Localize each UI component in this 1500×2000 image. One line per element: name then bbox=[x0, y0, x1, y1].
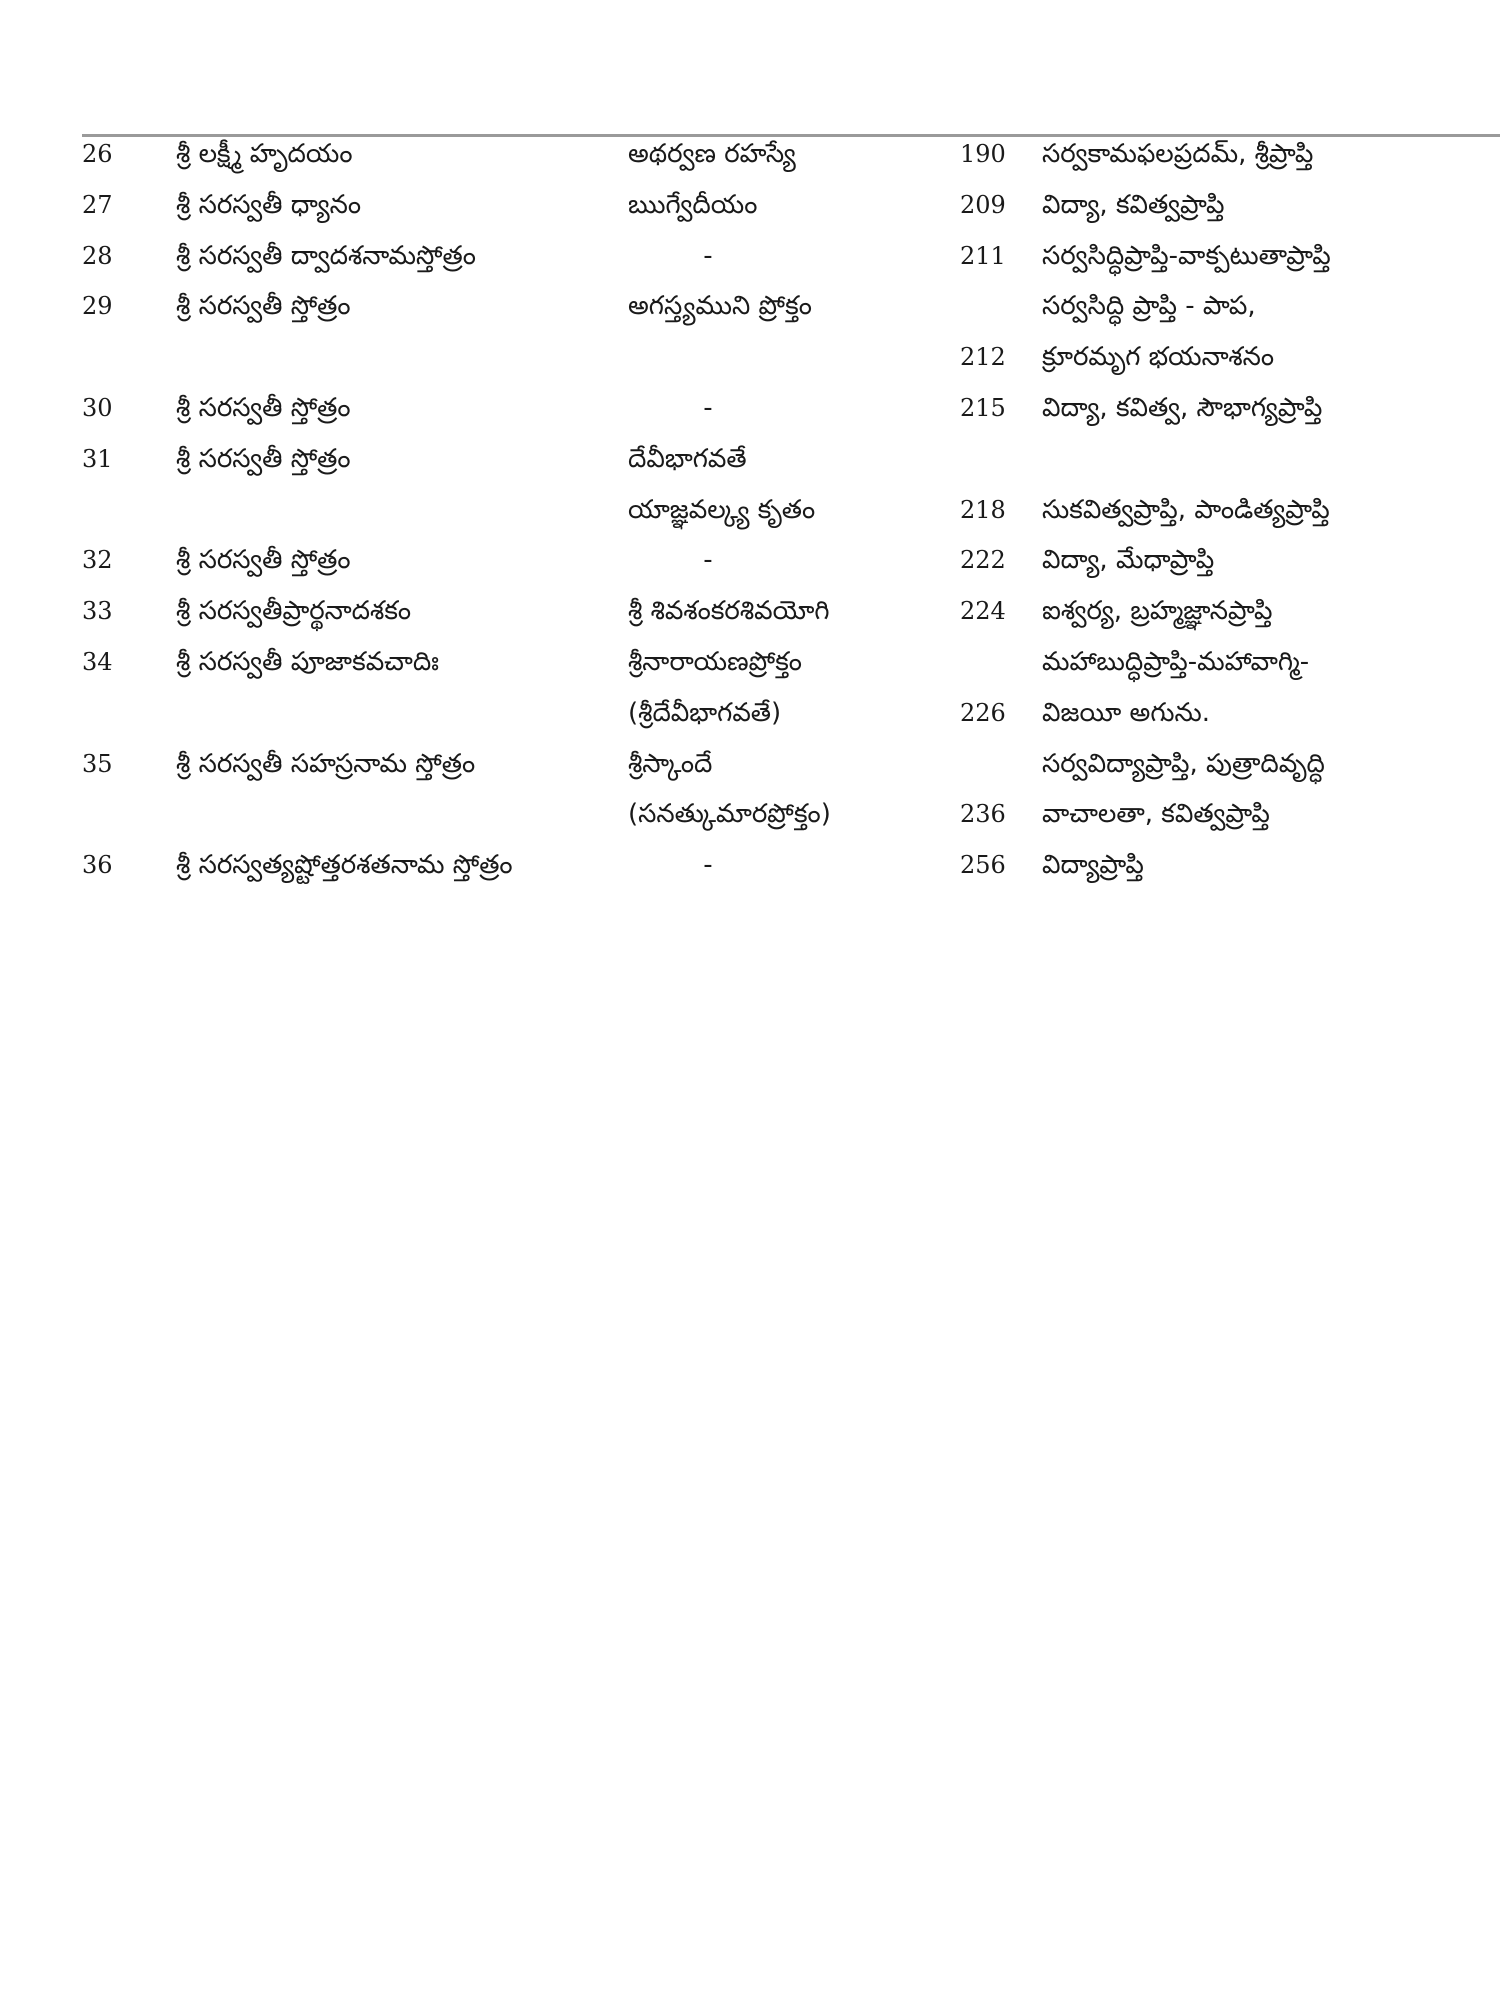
entry-title: శ్రీ సరస్వతీ స్తోత్రం bbox=[176, 545, 351, 576]
table-row bbox=[0, 232, 1500, 280]
entry-source: - bbox=[703, 393, 713, 423]
entry-page-number: 218 bbox=[960, 495, 1006, 524]
entry-number: 26 bbox=[82, 140, 113, 168]
table-row bbox=[0, 740, 1500, 788]
entry-page-number: 226 bbox=[960, 698, 1006, 727]
entry-page-number: 236 bbox=[960, 800, 1006, 829]
entry-title: శ్రీ సరస్వతీ స్తోత్రం bbox=[176, 443, 351, 474]
entry-benefit: వాచాలతా, కవిత్వప్రాప్తి bbox=[1042, 799, 1270, 830]
table-row bbox=[0, 486, 1500, 534]
entry-number: 32 bbox=[82, 546, 113, 575]
entry-page-number: 211 bbox=[960, 241, 1006, 270]
entry-title: శ్రీ సరస్వతీ ద్వాదశనామస్తోత్రం bbox=[176, 240, 476, 271]
entry-title bbox=[176, 486, 596, 534]
entry-source: శ్రీ శివశంకరశివయోగి bbox=[628, 596, 830, 627]
entry-benefit: విద్యా, కవిత్వ, సౌభాగ్యప్రాప్తి bbox=[1042, 393, 1323, 423]
entry-title bbox=[176, 689, 596, 737]
entry-title: శ్రీ లక్ష్మీ హృదయం bbox=[176, 139, 353, 169]
entry-number bbox=[82, 790, 152, 838]
entry-source: (శ్రీదేవీభాగవతే) bbox=[628, 697, 782, 728]
entry-page-number: 224 bbox=[960, 597, 1006, 626]
table-row bbox=[0, 435, 1500, 483]
entry-page-number bbox=[960, 282, 1040, 330]
entry-benefit: ఐశ్వర్య, బ్రహ్మజ్ఞానప్రాప్తి bbox=[1042, 596, 1273, 627]
table-row bbox=[0, 384, 1500, 432]
table-row bbox=[0, 689, 1500, 737]
entry-source: అథర్వణ రహస్యే bbox=[628, 139, 796, 169]
entry-page-number: 209 bbox=[960, 190, 1006, 219]
entry-number bbox=[82, 333, 152, 381]
table-row bbox=[0, 638, 1500, 686]
entry-number: 29 bbox=[82, 292, 113, 321]
entry-title: శ్రీ సరస్వతీ స్తోత్రం bbox=[176, 393, 351, 423]
entry-source: శ్రీనారాయణప్రోక్తం bbox=[628, 647, 802, 677]
table-row bbox=[0, 790, 1500, 838]
table-row bbox=[0, 587, 1500, 635]
entry-title bbox=[176, 790, 596, 838]
entry-source: దేవీభాగవతే bbox=[628, 443, 747, 474]
table-row bbox=[0, 282, 1500, 330]
entry-number: 35 bbox=[82, 749, 113, 778]
entry-title: శ్రీ సరస్వతీప్రార్థనాదశకం bbox=[176, 596, 412, 627]
entry-page-number: 215 bbox=[960, 394, 1006, 422]
entry-number: 28 bbox=[82, 241, 113, 270]
entry-benefit: క్రూరమృగ భయనాశనం bbox=[1042, 342, 1275, 373]
entry-source bbox=[628, 333, 948, 381]
entry-page-number bbox=[960, 740, 1040, 788]
entry-page-number bbox=[960, 638, 1040, 686]
entry-source: - bbox=[703, 850, 713, 881]
entry-number: 34 bbox=[82, 648, 113, 676]
entry-source: యాజ్ఞవల్క్య కృతం bbox=[628, 494, 816, 525]
table-row bbox=[0, 536, 1500, 584]
entry-title bbox=[176, 333, 596, 381]
entry-title: శ్రీ సరస్వత్యష్టోత్తరశతనామ స్తోత్రం bbox=[176, 850, 513, 881]
entry-page-number: 256 bbox=[960, 851, 1006, 880]
entry-page-number: 190 bbox=[960, 140, 1006, 168]
table-row bbox=[0, 130, 1500, 178]
entry-benefit: సర్వవిద్యాప్రాప్తి, పుత్రాదివృద్ధి bbox=[1042, 748, 1325, 779]
entry-page-number bbox=[960, 435, 1040, 483]
entry-benefit: సర్వసిద్ధిప్రాప్తి-వాక్పటుతాప్రాప్తి bbox=[1042, 240, 1331, 271]
entry-source: అగస్త్యముని ప్రోక్తం bbox=[628, 291, 812, 322]
entry-title: శ్రీ సరస్వతీ సహస్రనామ స్తోత్రం bbox=[176, 748, 476, 779]
entry-benefit: మహాబుద్ధిప్రాప్తి-మహావాగ్మి- bbox=[1042, 647, 1310, 677]
entry-number: 27 bbox=[82, 190, 113, 219]
entry-number: 33 bbox=[82, 597, 113, 626]
entry-source: (సనత్కుమారప్రోక్తం) bbox=[628, 799, 831, 830]
entry-source: ఋగ్వేదీయం bbox=[628, 189, 758, 220]
entry-page-number: 222 bbox=[960, 546, 1006, 575]
entry-benefit: విద్యా, కవిత్వప్రాప్తి bbox=[1042, 189, 1225, 220]
entry-title: శ్రీ సరస్వతీ స్తోత్రం bbox=[176, 291, 351, 322]
entry-benefit: విద్యాప్రాప్తి bbox=[1042, 850, 1144, 881]
entry-number: 31 bbox=[82, 444, 113, 473]
entry-source: - bbox=[703, 240, 713, 271]
table-row bbox=[0, 841, 1500, 889]
entry-number bbox=[82, 689, 152, 737]
entry-number: 30 bbox=[82, 394, 113, 422]
entry-title: శ్రీ సరస్వతీ పూజాకవచాదిః bbox=[176, 647, 439, 677]
entry-benefit: సర్వసిద్ధి ప్రాప్తి - పాప, bbox=[1042, 291, 1256, 322]
entry-title: శ్రీ సరస్వతీ ధ్యానం bbox=[176, 189, 362, 220]
entry-benefit: విద్యా, మేధాప్రాప్తి bbox=[1042, 545, 1215, 576]
table-row bbox=[0, 181, 1500, 229]
entry-number bbox=[82, 486, 152, 534]
entry-benefit: విజయీ అగును. bbox=[1042, 697, 1211, 728]
entry-number: 36 bbox=[82, 851, 113, 880]
entry-page-number: 212 bbox=[960, 343, 1006, 372]
entry-benefit: సర్వకామఫలప్రదమ్, శ్రీప్రాప్తి bbox=[1042, 139, 1314, 169]
entry-source: - bbox=[703, 545, 713, 576]
entry-benefit bbox=[1042, 435, 1482, 483]
entry-source: శ్రీస్కాందే bbox=[628, 748, 713, 779]
entry-benefit: సుకవిత్వప్రాప్తి, పాండిత్యప్రాప్తి bbox=[1042, 494, 1330, 525]
table-row bbox=[0, 333, 1500, 381]
